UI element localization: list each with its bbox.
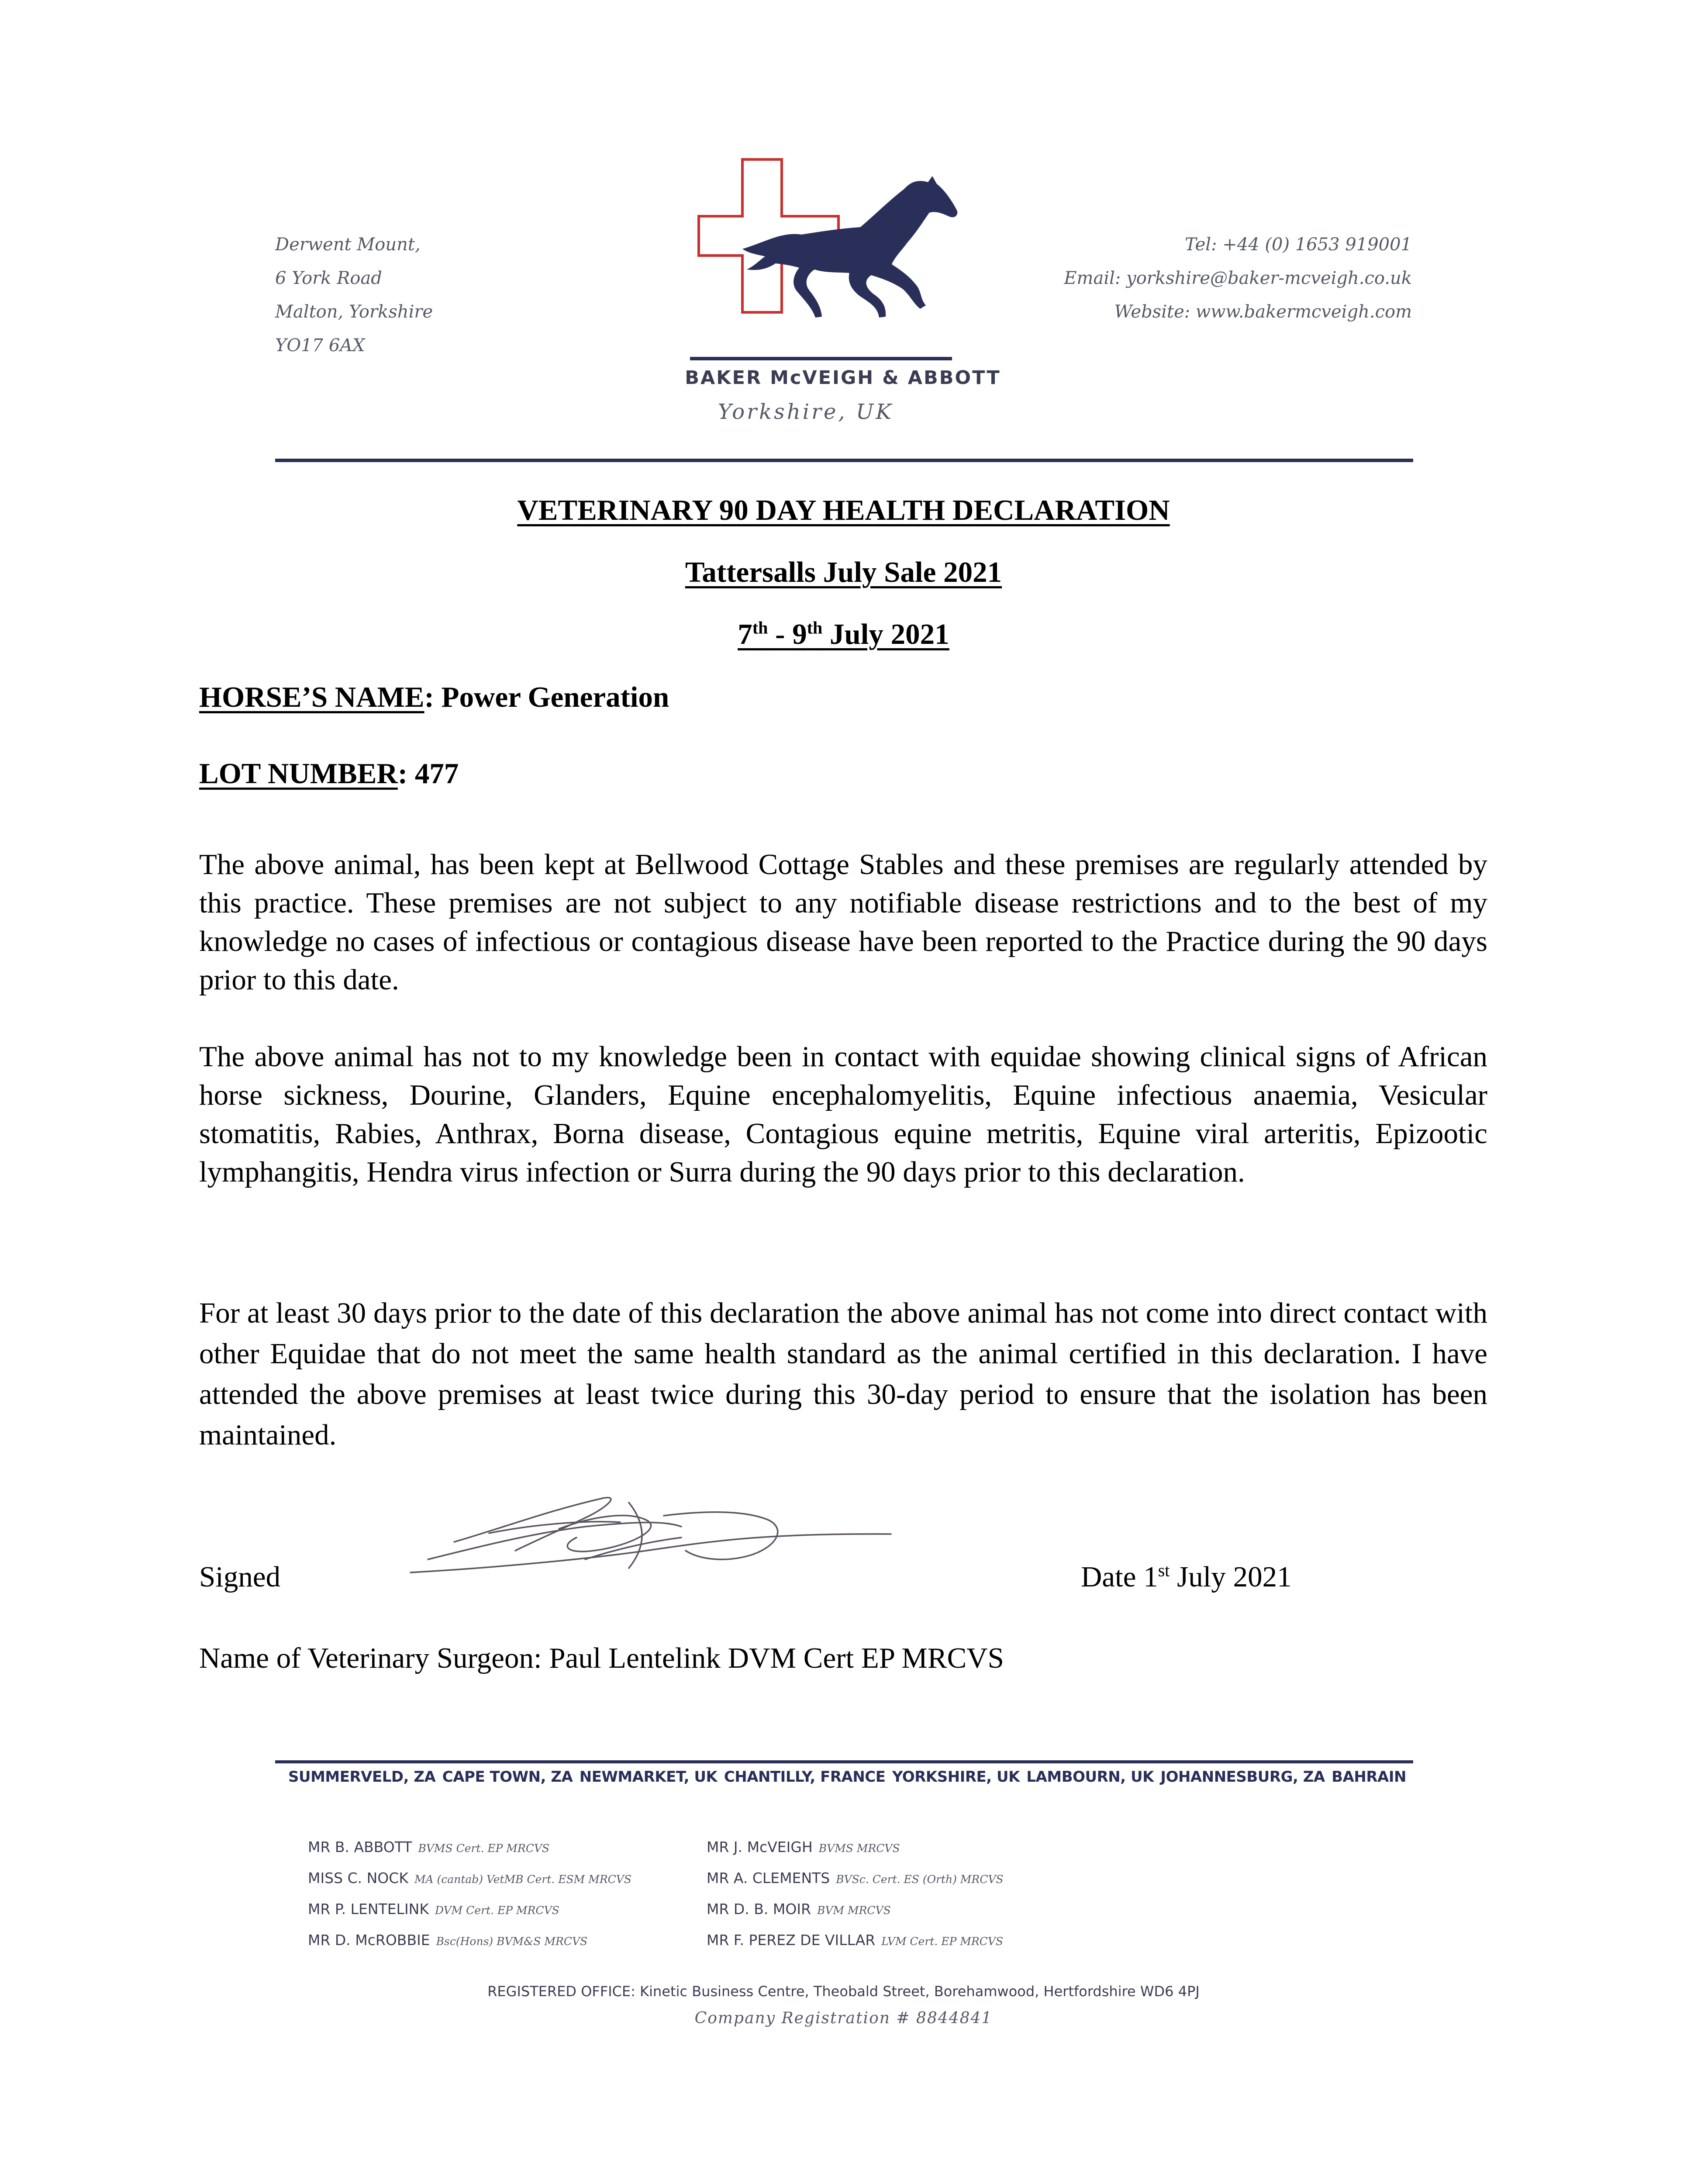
lot-number-label: LOT NUMBER bbox=[199, 757, 398, 790]
partners-list-right bbox=[707, 1832, 1004, 1956]
office-locations bbox=[288, 1768, 1406, 1786]
logo-baseline bbox=[690, 357, 952, 360]
premises-paragraph: The above animal, has been kept at Bellwood Cottage Stables and these premises are regularly attended by this practice. These premises are not subject to any notifiable disease restrictions and to the best of my knowledge no cases of infectious or contagious disease have been reported to the Practice during the 90 days prior to this date. bbox=[199, 848, 1487, 996]
address-line: Malton, Yorkshire bbox=[275, 302, 433, 322]
horse-name-value: : Power Generation bbox=[424, 681, 669, 713]
footer-divider bbox=[275, 1760, 1413, 1763]
disease-contact-paragraph: The above animal has not to my knowledge been in contact with equidae showing clinical signs of African horse sickness, Dourine, Glanders, Equine encephalomyelitis, Equine infectious anaemia, Vesicular stomatitis, Rabies, Anthrax, Borna disease, Contagious equine metritis, Equine viral arteritis, Epizootic lymphangitis, Hendra virus infection or Surra during the 90 days prior to this declaration. bbox=[199, 1040, 1487, 1188]
signed-label: Signed bbox=[199, 1561, 281, 1593]
declaration-date: Date 1st July 2021 bbox=[1081, 1560, 1292, 1593]
partner-entry: MR P. LENTELINK DVM Cert. EP MRCVS bbox=[308, 1901, 559, 1918]
practice-contact bbox=[1064, 228, 1412, 329]
address-line: Derwent Mount, bbox=[275, 235, 421, 255]
partner-entry: MR A. CLEMENTS BVSc. Cert. ES (Orth) MRCVS bbox=[707, 1870, 1004, 1887]
partner-entry: MR J. McVEIGH BVMS MRCVS bbox=[707, 1838, 900, 1856]
signature bbox=[402, 1485, 904, 1586]
lot-number-value: : 477 bbox=[397, 757, 459, 790]
office-location: LAMBOURN, UK bbox=[1026, 1768, 1154, 1786]
partner-entry: MR D. B. MOIR BVM MRCVS bbox=[707, 1901, 891, 1918]
partner-entry: MR B. ABBOTT BVMS Cert. EP MRCVS bbox=[308, 1838, 550, 1856]
address-line: YO17 6AX bbox=[275, 335, 365, 356]
isolation-paragraph: For at least 30 days prior to the date of this declaration the above animal has not come into direct contact with other Equidae that do not meet the same health standard as the animal certified in this declaration. I have attended the above premises at least twice during this 30-day period to ensure that the isolation has been maintained. bbox=[199, 1297, 1487, 1451]
document-title: VETERINARY 90 DAY HEALTH DECLARATION bbox=[517, 494, 1170, 526]
office-location: JOHANNESBURG, ZA bbox=[1160, 1768, 1325, 1786]
horse-name-field bbox=[199, 681, 669, 714]
practice-address bbox=[275, 228, 433, 363]
office-location: CAPE TOWN, ZA bbox=[442, 1768, 573, 1786]
phone-number: Tel: +44 (0) 1653 919001 bbox=[1185, 235, 1412, 255]
email-address: Email: yorkshire@baker-mcveigh.co.uk bbox=[1064, 268, 1412, 288]
office-location: YORKSHIRE, UK bbox=[892, 1768, 1020, 1786]
sale-dates: 7th - 9th July 2021 bbox=[738, 618, 949, 650]
header-divider bbox=[275, 459, 1413, 462]
registered-office: REGISTERED OFFICE: Kinetic Business Centre, Theobald Street, Borehamwood, Hertfordshire WD6 4PJ bbox=[487, 1983, 1200, 2000]
veterinary-surgeon-name: Name of Veterinary Surgeon: Paul Lentelink DVM Cert EP MRCVS bbox=[199, 1642, 1004, 1674]
partner-entry: MR D. McROBBIE Bsc(Hons) BVM&S MRCVS bbox=[308, 1932, 588, 1949]
lot-number-field bbox=[199, 757, 459, 791]
office-location: SUMMERVELD, ZA bbox=[288, 1768, 436, 1786]
partner-entry: MISS C. NOCK MA (cantab) VetMB Cert. ESM MRCVS bbox=[308, 1870, 631, 1887]
office-location: NEWMARKET, UK bbox=[579, 1768, 718, 1786]
sale-name: Tattersalls July Sale 2021 bbox=[685, 556, 1002, 588]
partner-entry: MR F. PEREZ DE VILLAR LVM Cert. EP MRCVS bbox=[707, 1932, 1004, 1949]
horse-name-label: HORSE’S NAME bbox=[199, 681, 424, 713]
partners-list-left bbox=[308, 1832, 631, 1956]
firm-name: BAKER McVEIGH & ABBOTT bbox=[685, 367, 1001, 389]
office-location: BAHRAIN bbox=[1332, 1768, 1406, 1786]
horse-and-cross-logo bbox=[690, 155, 978, 365]
firm-location: Yorkshire, UK bbox=[718, 400, 894, 424]
website: Website: www.bakermcveigh.com bbox=[1114, 302, 1412, 322]
horse-icon bbox=[742, 176, 957, 318]
company-registration: Company Registration # 8844841 bbox=[694, 2009, 993, 2027]
address-line: 6 York Road bbox=[275, 268, 382, 288]
office-location: CHANTILLY, FRANCE bbox=[724, 1768, 886, 1786]
